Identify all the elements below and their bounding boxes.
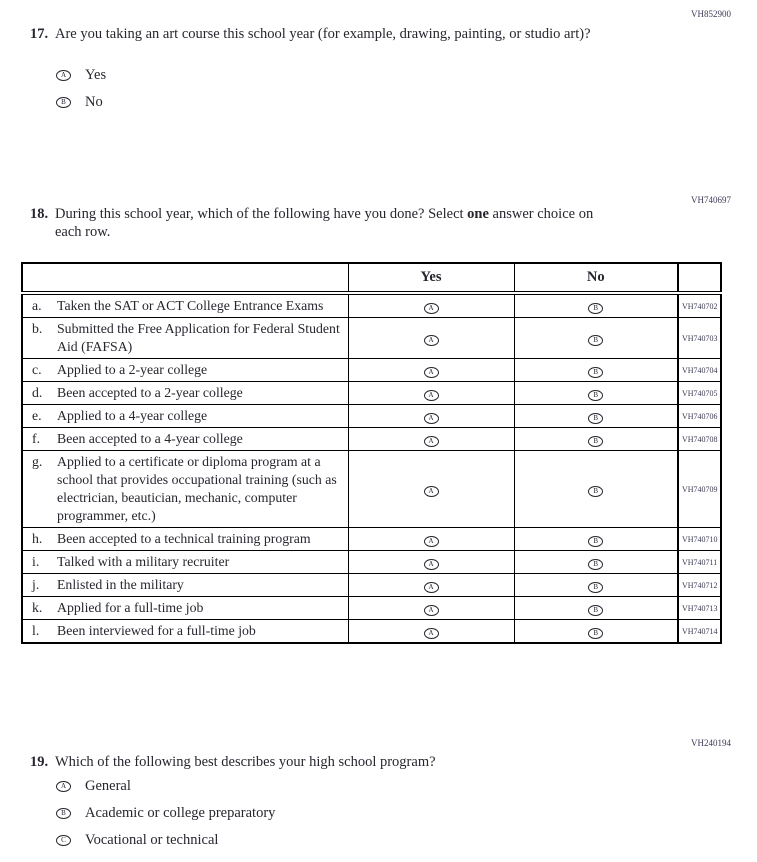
row-letter: j. (32, 577, 40, 592)
answer-bubble-no-icon[interactable] (588, 536, 603, 547)
bubble-letter: B (593, 606, 599, 614)
bubble-letter: B (593, 414, 599, 422)
bubble-letter: B (593, 487, 599, 495)
question-19-text: Which of the following best describes your high school program? (55, 754, 436, 770)
yes-cell (348, 597, 514, 620)
answer-bubble-yes-icon[interactable] (424, 413, 439, 424)
answer-bubble-yes-icon[interactable] (424, 436, 439, 447)
answer-bubble-no-icon[interactable] (588, 436, 603, 447)
row-code: VH740712 (678, 574, 721, 597)
table-header-no: No (514, 263, 678, 293)
table-header-code (678, 263, 721, 293)
table-row (22, 620, 721, 644)
answer-bubble-yes-icon[interactable] (424, 628, 439, 639)
answer-bubble-no-icon[interactable] (588, 335, 603, 346)
yes-cell (348, 293, 514, 318)
bubble-letter: A (428, 606, 434, 614)
answer-bubble-no-icon[interactable] (588, 413, 603, 424)
table-row (22, 405, 721, 428)
row-code: VH740702 (678, 293, 721, 318)
question-17-options (56, 67, 106, 121)
row-text: Been accepted to a 4-year college (57, 431, 243, 446)
row-stem (22, 451, 348, 528)
row-text: Talked with a military recruiter (57, 554, 230, 569)
yes-cell (348, 620, 514, 644)
question-19-code: VH240194 (691, 738, 731, 748)
row-stem (22, 428, 348, 451)
row-letter: d. (32, 385, 43, 400)
answer-bubble-icon[interactable] (56, 97, 71, 108)
yes-cell (348, 451, 514, 528)
answer-bubble-no-icon[interactable] (588, 605, 603, 616)
answer-bubble-no-icon[interactable] (588, 390, 603, 401)
no-cell (514, 551, 678, 574)
row-stem (22, 382, 348, 405)
answer-bubble-yes-icon[interactable] (424, 390, 439, 401)
table-header-row (22, 263, 721, 293)
yes-cell (348, 528, 514, 551)
question-18-text-bold: one (467, 206, 489, 222)
answer-option-label: Vocational or technical (85, 831, 219, 848)
bubble-letter: B (593, 336, 599, 344)
answer-option-label: Yes (85, 66, 107, 83)
bubble-letter: B (593, 629, 599, 637)
row-code: VH740708 (678, 428, 721, 451)
row-code: VH740713 (678, 597, 721, 620)
bubble-letter: B (593, 304, 599, 312)
no-cell (514, 574, 678, 597)
row-stem (22, 405, 348, 428)
answer-bubble-yes-icon[interactable] (424, 582, 439, 593)
row-stem (22, 574, 348, 597)
row-code: VH740711 (678, 551, 721, 574)
row-letter: g. (32, 454, 43, 469)
row-text: Applied to a 2-year college (57, 362, 208, 377)
answer-bubble-no-icon[interactable] (588, 559, 603, 570)
bubble-letter: A (428, 537, 434, 545)
row-text: Taken the SAT or ACT College Entrance Exams (57, 298, 324, 313)
answer-bubble-yes-icon[interactable] (424, 367, 439, 378)
bubble-letter: A (428, 336, 434, 344)
bubble-letter: B (593, 560, 599, 568)
answer-bubble-yes-icon[interactable] (424, 536, 439, 547)
no-cell (514, 318, 678, 359)
bubble-letter: B (61, 97, 66, 106)
bubble-letter: B (61, 808, 66, 817)
yes-cell (348, 382, 514, 405)
answer-bubble-icon[interactable] (56, 781, 71, 792)
row-stem (22, 597, 348, 620)
bubble-letter: A (428, 560, 434, 568)
no-cell (514, 382, 678, 405)
row-letter: c. (32, 362, 42, 377)
answer-option[interactable] (56, 67, 106, 83)
row-code: VH740704 (678, 359, 721, 382)
answer-bubble-yes-icon[interactable] (424, 303, 439, 314)
question-17 (30, 26, 613, 44)
table-header-stem (22, 263, 348, 293)
row-text: Been accepted to a technical training program (57, 531, 311, 546)
table-row (22, 574, 721, 597)
table-row (22, 451, 721, 528)
bubble-letter: B (593, 391, 599, 399)
row-stem (22, 528, 348, 551)
row-text: Submitted the Free Application for Federal Student Aid (FAFSA) (57, 321, 340, 354)
question-18-code: VH740697 (691, 195, 731, 205)
row-code: VH740709 (678, 451, 721, 528)
row-code: VH740710 (678, 528, 721, 551)
question-19 (30, 754, 613, 772)
answer-bubble-yes-icon[interactable] (424, 486, 439, 497)
answer-bubble-icon[interactable] (56, 835, 71, 846)
question-17-number: 17. (30, 26, 49, 42)
bubble-letter: A (428, 629, 434, 637)
question-18-text-suffix: answer choice on each row. (55, 206, 594, 240)
no-cell (514, 528, 678, 551)
row-text: Applied to a certificate or diploma program at a school that provides occupational training (such as electrician, beautician, mechanic, computer programmer, etc.) (57, 454, 337, 523)
bubble-letter: B (593, 437, 599, 445)
question-18-text-prefix: During this school year, which of the following have you done? Select (55, 206, 468, 222)
yes-cell (348, 428, 514, 451)
no-cell (514, 451, 678, 528)
answer-bubble-no-icon[interactable] (588, 303, 603, 314)
no-cell (514, 359, 678, 382)
bubble-letter: A (428, 391, 434, 399)
row-letter: a. (32, 298, 42, 313)
row-stem (22, 620, 348, 644)
row-code: VH740714 (678, 620, 721, 644)
answer-bubble-icon[interactable] (56, 808, 71, 819)
answer-bubble-no-icon[interactable] (588, 582, 603, 593)
table-header-yes: Yes (348, 263, 514, 293)
no-cell (514, 597, 678, 620)
question-19-number: 19. (30, 754, 49, 770)
yes-cell (348, 318, 514, 359)
row-code: VH740703 (678, 318, 721, 359)
table-row (22, 597, 721, 620)
row-letter: h. (32, 531, 43, 546)
bubble-letter: A (60, 781, 67, 790)
question-17-code: VH852900 (691, 9, 731, 19)
bubble-letter: C (61, 835, 66, 844)
yes-cell (348, 574, 514, 597)
row-letter: k. (32, 600, 43, 615)
no-cell (514, 428, 678, 451)
question-18-text (55, 206, 613, 241)
q18-answer-table (21, 262, 722, 644)
table-row (22, 318, 721, 359)
row-text: Been accepted to a 2-year college (57, 385, 243, 400)
table-row (22, 293, 721, 318)
row-text: Been interviewed for a full-time job (57, 623, 256, 638)
question-18-number: 18. (30, 206, 49, 222)
answer-bubble-no-icon[interactable] (588, 367, 603, 378)
row-stem (22, 359, 348, 382)
answer-option[interactable] (56, 805, 275, 821)
table-row (22, 528, 721, 551)
table-row (22, 551, 721, 574)
no-cell (514, 405, 678, 428)
answer-option-label: Academic or college preparatory (85, 804, 276, 821)
table-row (22, 382, 721, 405)
answer-bubble-no-icon[interactable] (588, 628, 603, 639)
answer-option[interactable] (56, 778, 275, 794)
answer-bubble-yes-icon[interactable] (424, 605, 439, 616)
q18-table-body (22, 293, 721, 643)
row-letter: b. (32, 321, 43, 336)
row-stem (22, 318, 348, 359)
answer-option-label: General (85, 777, 131, 794)
row-code: VH740705 (678, 382, 721, 405)
question-19-options (56, 778, 275, 859)
row-stem (22, 293, 348, 318)
table-row (22, 428, 721, 451)
row-text: Applied to a 4-year college (57, 408, 208, 423)
row-letter: l. (32, 623, 40, 638)
bubble-letter: B (593, 368, 599, 376)
bubble-letter: A (428, 437, 434, 445)
question-17-text: Are you taking an art course this school year (for example, drawing, painting, or studio art)? (55, 26, 591, 42)
bubble-letter: A (428, 368, 434, 376)
bubble-letter: A (428, 487, 434, 495)
no-cell (514, 620, 678, 644)
row-stem (22, 551, 348, 574)
yes-cell (348, 405, 514, 428)
answer-option[interactable] (56, 94, 106, 110)
answer-option[interactable] (56, 832, 275, 848)
yes-cell (348, 551, 514, 574)
row-text: Enlisted in the military (57, 577, 184, 592)
bubble-letter: B (593, 537, 599, 545)
answer-option-label: No (85, 93, 103, 110)
question-18 (30, 206, 613, 241)
row-letter: i. (32, 554, 40, 569)
bubble-letter: A (428, 304, 434, 312)
row-letter: e. (32, 408, 42, 423)
answer-bubble-no-icon[interactable] (588, 486, 603, 497)
bubble-letter: A (428, 414, 434, 422)
table-row (22, 359, 721, 382)
no-cell (514, 293, 678, 318)
bubble-letter: A (428, 583, 434, 591)
bubble-letter: B (593, 583, 599, 591)
answer-bubble-yes-icon[interactable] (424, 559, 439, 570)
yes-cell (348, 359, 514, 382)
bubble-letter: A (60, 70, 67, 79)
answer-bubble-icon[interactable] (56, 70, 71, 81)
row-text: Applied for a full-time job (57, 600, 204, 615)
row-code: VH740706 (678, 405, 721, 428)
row-letter: f. (32, 431, 41, 446)
answer-bubble-yes-icon[interactable] (424, 335, 439, 346)
